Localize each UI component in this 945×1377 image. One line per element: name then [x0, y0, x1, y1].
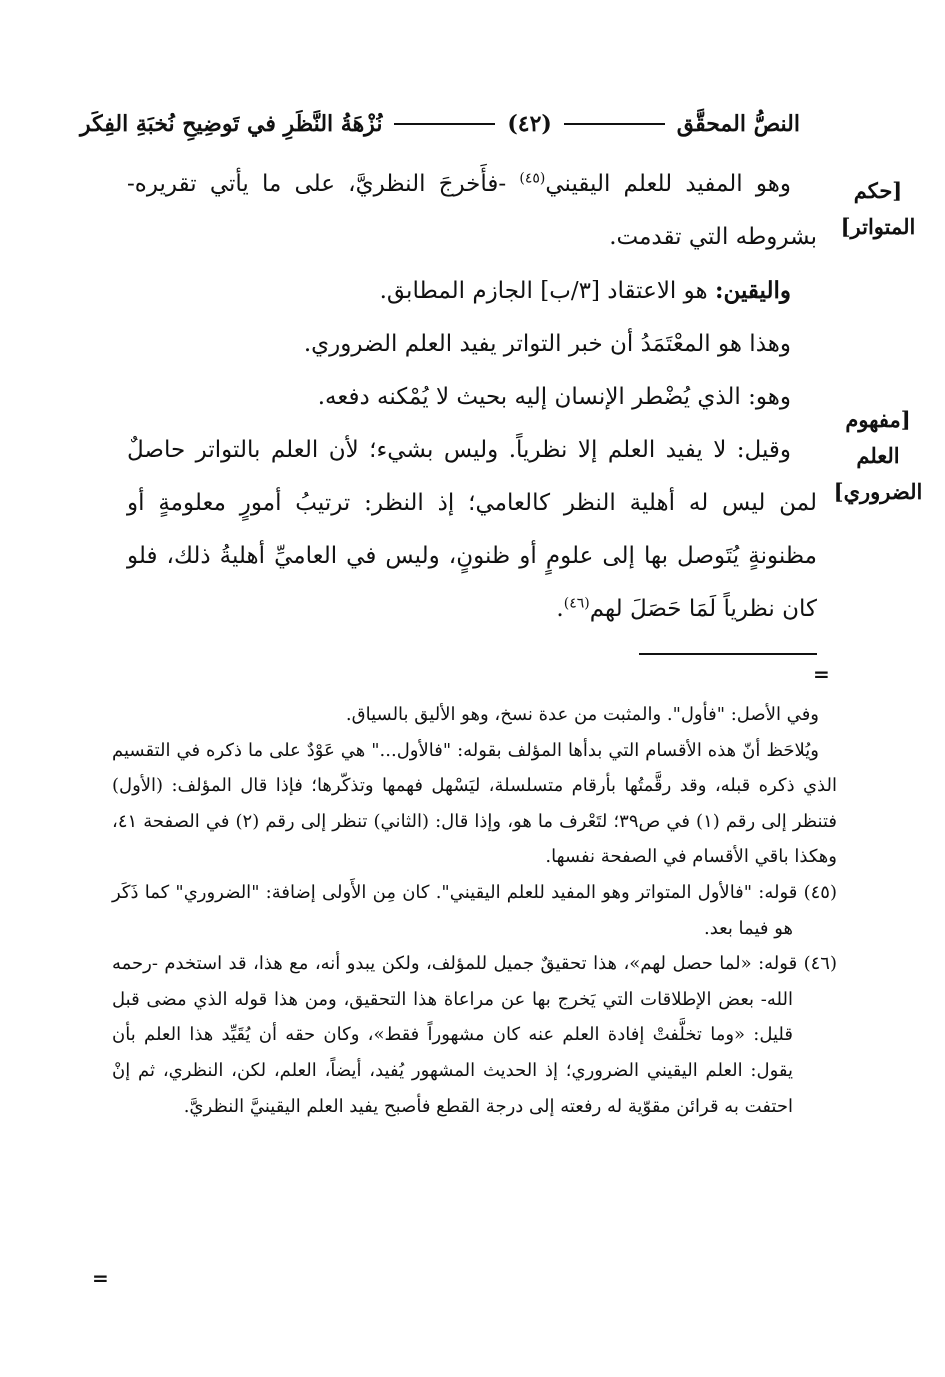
text-run: هو الاعتقاد [٣/ب] الجازم المطابق.: [379, 278, 715, 304]
paragraph-mutawatir: [127, 158, 817, 264]
continuation-mark: =: [813, 662, 830, 686]
footnote-continuation: وفي الأصل: "فأول". والمثبت من عدة نسخ، وهو الأليق بالسياق.: [345, 704, 819, 725]
running-header: [80, 104, 800, 144]
footnotes: [112, 697, 837, 1124]
header-book-title: نُزْهَةُ النَّظَرِ في تَوضِيحِ نُخبَةِ الفِكَر: [80, 111, 383, 137]
margin-note-line: العلم: [856, 443, 900, 468]
text-run: وهو المفيد للعلم اليقيني: [545, 171, 791, 197]
margin-note-line: المتواتر]: [840, 214, 916, 239]
footnote-continuation: ويُلاحَظ أنّ هذه الأقسام التي بدأها المؤلف بقوله: "فالأول..." هي عَوْدٌ على ما ذكره في التقسيم الذي ذكره قبله، وقد رقَّمتُها بأرقام متسلسلة، ليَسْهل فهمها وتذكّرها؛ فإذا قال المؤلف: (الأول) فتنظر إلى رقم (١) في ص٣٩؛ لتَعْرف ما هو، وإذا قال: (الثاني) تنظر إلى رقم (٢) في الصفحة ٤١، وهكذا باقي الأقسام في الصفحة نفسها.: [112, 739, 838, 868]
footnote-45: (٤٥) قوله: "فالأول المتواتر وهو المفيد للعلم اليقيني". كان مِن الأَولى إضافة: "الضروري" كما ذَكَر هو فيما بعد.: [112, 881, 837, 939]
text-run: .: [556, 596, 564, 622]
header-rule-right: [564, 123, 665, 125]
continuation-mark: =: [92, 1266, 109, 1290]
margin-note-line: الضروري]: [833, 479, 923, 504]
paragraph-mutamad: وهذا هو المعْتَمَدُ أن خبر التواتر يفيد العلم الضروري.: [303, 331, 791, 357]
footnote-ref-46: (٤٦): [563, 595, 590, 612]
margin-note-daruri: [833, 402, 923, 510]
text-run: وقيل: لا يفيد العلم إلا نظرياً. وليس بشيء؛ لأن العلم بالتواتر حاصلٌ لمن ليس له أهلية النظر كالعامي؛ إذ النظر: ترتيبُ أمورٍ معلومةٍ أو مظنونةٍ يُتَوصل بها إلى علومٍ أو ظنونٍ، وليس في العاميِّ أهليةُ ذلك، فلو كان نظرياً لَمَا حَصَلَ لهم: [127, 437, 817, 622]
paragraph-definition: وهو: الذي يُضْطر الإنسان إليه بحيث لا يُمْكنه دفعه.: [317, 384, 791, 410]
footnote-46: (٤٦) قوله: «لما حصل لهم»، هذا تحقيقٌ جميل للمؤلف، ولكن يبدو أنه، مع هذا، قد استخدم -رحمه الله- بعض الإطلاقات التي يَخرج بها عن مراعاة هذا التحقيق، ومن هذا قوله الذي مضى قبل قليل: «وما تخلَّفتْ إفادة العلم عنه كان مشهوراً فقط»، وكان حقه أن يُقَيِّد هذا العلم بأن يقول: العلم اليقيني الضروري؛ إذ الحديث المشهور يُفيد، أيضاً، العلم، لكن، النظري، ثم إنْ احتفت به قرائن مقوّية له رفعته إلى درجة القطع فأصبح يفيد العلم اليقينيَّ النظريَّ.: [112, 953, 837, 1117]
text-run: -فأَخرجَ النظريَّ، على ما يأتي تقريره- بشروطه التي تقدمت.: [127, 171, 817, 250]
margin-note-line: [حكم: [853, 178, 903, 203]
margin-note-mutawatir: [833, 173, 923, 245]
footnote-separator: [639, 653, 817, 655]
margin-note-line: [مفهوم: [845, 407, 911, 432]
page-number: (٤٢): [507, 111, 552, 137]
header-rule-left: [394, 123, 495, 125]
main-text: [127, 158, 817, 636]
header-section-title: النصُّ المحقَّق: [676, 111, 800, 137]
paragraph-objection: [127, 424, 817, 636]
paragraph-yaqin: [127, 264, 817, 318]
term-label: واليقين:: [714, 277, 791, 304]
footnote-ref-45: (٤٥): [519, 170, 546, 187]
